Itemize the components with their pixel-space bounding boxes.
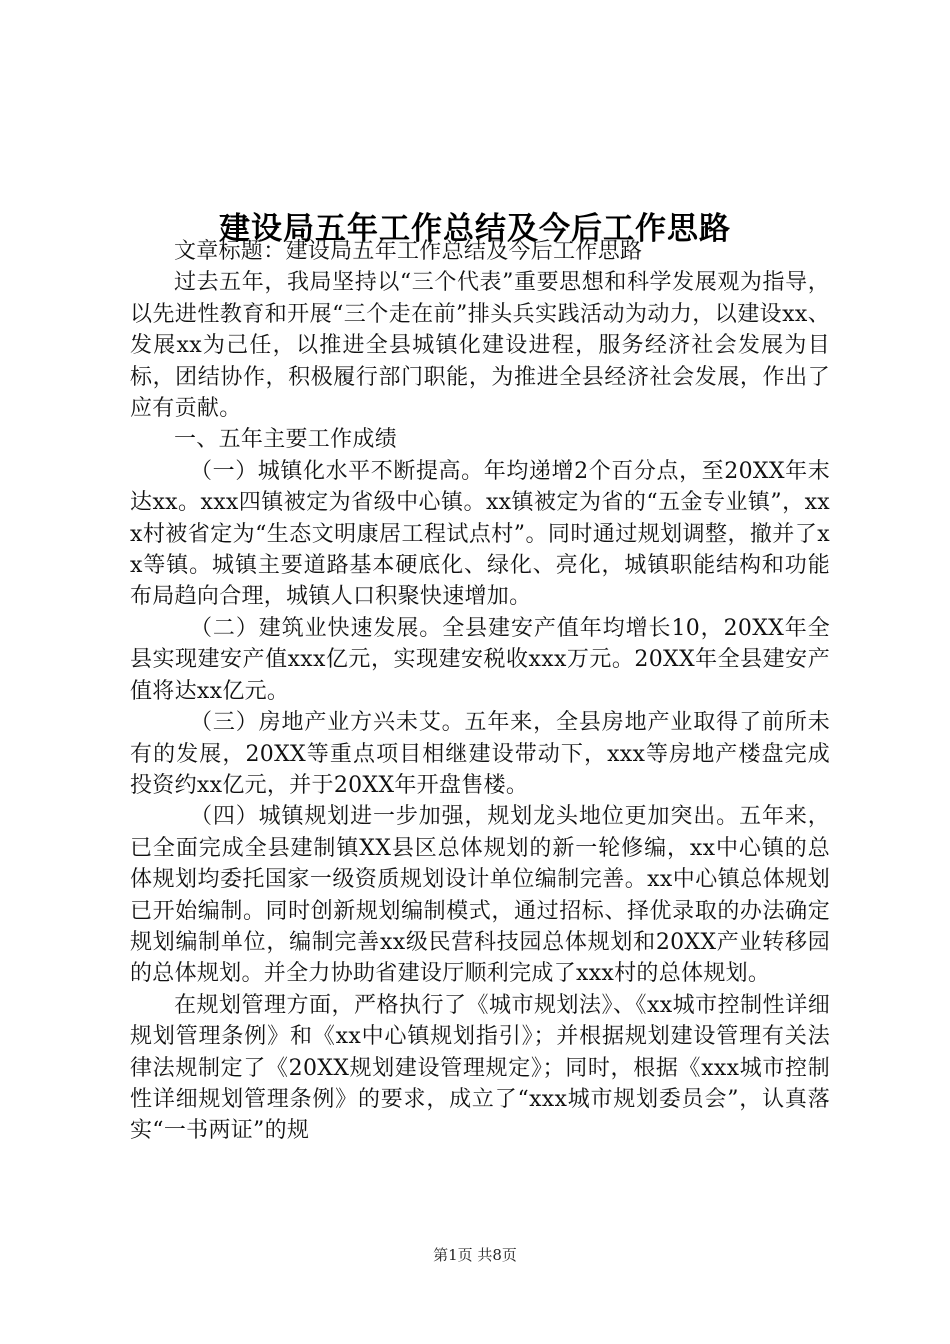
planning-management-paragraph: 在规划管理方面，严格执行了《城市规划法》、《xx城市控制性详细规划管理条例》和《xx中心镇规划指引》；并根据规划建设管理有关法律法规制定了《20XX规划建设管理规定》；同时，根据《xxx城市控制性详细规划管理条例》的要求，成立了“xxx城市规划委员会”，认真落实“一书两证”的规 [130,992,830,1144]
page-footer: 第1页 共8页 [433,1246,517,1264]
achievement-planning: （四）城镇规划进一步加强，规划龙头地位更加突出。五年来，已全面完成全县建制镇XX县区总体规划的新一轮修编，xx中心镇的总体规划均委托国家一级资质规划设计单位编制完善。xx中心镇总体规划已开始编制。同时创新规划编制模式，通过招标、择优录取的办法确定规划编制单位，编制完善xx级民营科技园总体规划和20XX产业转移园的总体规划。并全力协助省建设厅顺利完成了xxx村的总体规划。 [130,804,830,987]
document-body [130,236,830,1147]
achievement-urbanization: （一）城镇化水平不断提高。年均递增2个百分点，至20XX年末达xx。xxx四镇被定为省级中心镇。xx镇被定为省的“五金专业镇”，xxx村被省定为“生态文明康居工程试点村”。同时通过规划调整，撤并了xx等镇。城镇主要道路基本硬底化、绿化、亮化，城镇职能结构和功能布局趋向合理，城镇人口积聚快速增加。 [130,458,830,610]
achievement-construction: （二）建筑业快速发展。全县建安产值年均增长10，20XX年全县实现建安产值xxx亿元，实现建安税收xxx万元。20XX年全县建安产值将达xx亿元。 [130,615,830,704]
achievement-real-estate: （三）房地产业方兴未艾。五年来，全县房地产业取得了前所未有的发展，20XX等重点项目相继建设带动下，xxx等房地产楼盘完成投资约xx亿元，并于20XX年开盘售楼。 [130,710,830,798]
section-heading: 一、五年主要工作成绩 [174,427,398,453]
article-title-line: 文章标题：建设局五年工作总结及今后工作思路 [174,239,643,264]
intro-paragraph: 过去五年，我局坚持以“三个代表”重要思想和科学发展观为指导，以先进性教育和开展“三个走在前”排头兵实践活动为动力，以建设xx、发展xx为己任，以推进全县城镇化建设进程，服务经济社会发展为目标，团结协作，积极履行部门职能，为推进全县经济社会发展，作出了应有贡献。 [130,270,830,422]
document-title: 建设局五年工作总结及今后工作思路 [219,210,731,247]
